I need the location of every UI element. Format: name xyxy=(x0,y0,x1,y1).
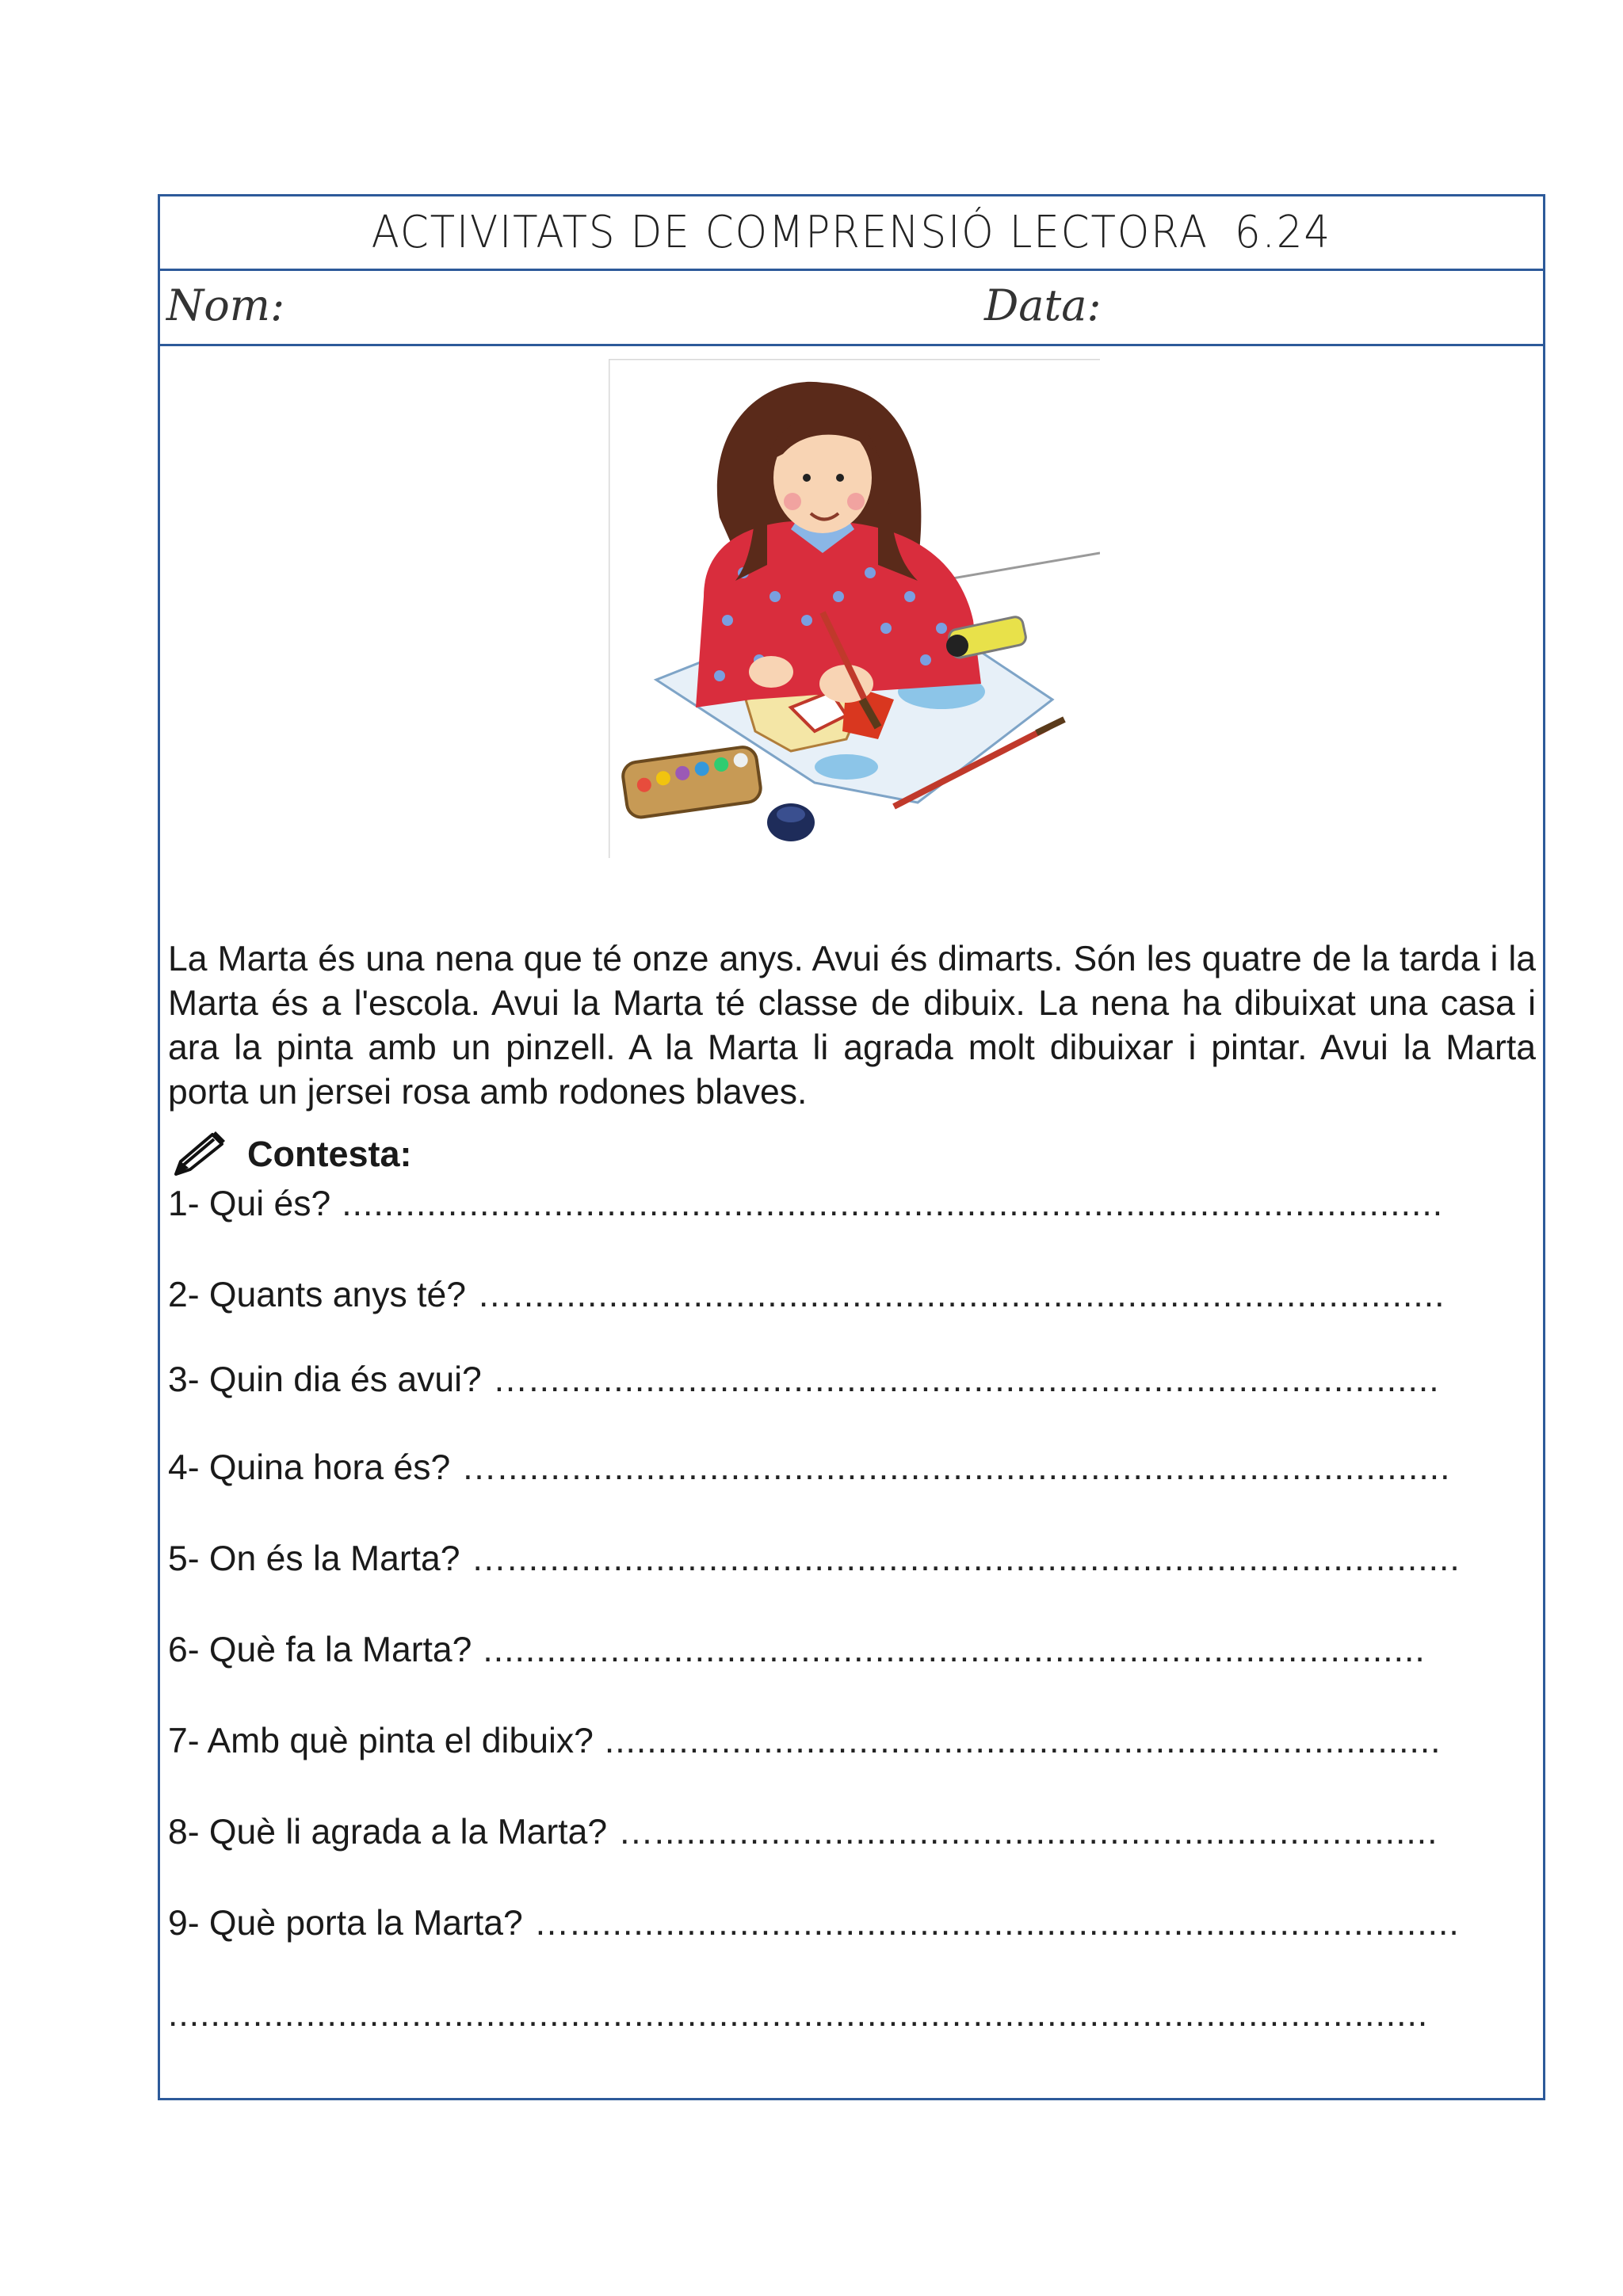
answer-dots[interactable]: ….......................................................................................... xyxy=(461,1448,1451,1487)
title-text: ACTIVITATS DE COMPRENSIÓ LECTORA xyxy=(371,207,1209,258)
worksheet-number: 6.24 xyxy=(1235,207,1332,258)
answer-dots[interactable]: ........................................................................................................ xyxy=(342,1184,1444,1223)
question-text: 9- Què porta la Marta? xyxy=(168,1904,523,1943)
question-text: 6- Què fa la Marta? xyxy=(168,1630,472,1669)
girl-painting-illustration xyxy=(609,359,1100,858)
question-row xyxy=(168,1813,1438,1852)
contesta-heading xyxy=(168,1130,412,1179)
answer-dots[interactable]: …...................................................................................... xyxy=(492,1360,1440,1399)
answer-dots[interactable]: ….................................................................................... xyxy=(533,1904,1460,1943)
question-row xyxy=(168,1276,1445,1315)
pencil-icon xyxy=(168,1130,227,1179)
name-label: Nom: xyxy=(166,280,285,330)
extra-answer-line[interactable]: ....................................................................................................................... xyxy=(168,1995,1429,2034)
question-row xyxy=(168,1360,1440,1400)
question-text: 7- Amb què pinta el dibuix? xyxy=(168,1722,594,1760)
question-text: 8- Què li agrada a la Marta? xyxy=(168,1813,608,1852)
question-row xyxy=(168,1448,1450,1488)
reading-passage: La Marta és una nena que té onze anys. Avui és dimarts. Són les quatre de la tarda i la Marta és a l'escola. Avui la Marta té classe de dibuix. La nena ha dibuixat una casa i ara la pinta amb un pinzell. A la Marta li agrada molt dibuixar i pintar. Avui la Marta porta un jersei rosa amb rodones blaves. xyxy=(168,939,1536,1112)
question-row xyxy=(168,1630,1426,1670)
question-row xyxy=(168,1722,1442,1761)
answer-dots[interactable]: ............................................................................... xyxy=(604,1722,1442,1760)
answer-dots[interactable]: …........................................................................................ xyxy=(477,1276,1445,1314)
worksheet-title xyxy=(372,207,1331,258)
question-row xyxy=(168,1539,1461,1579)
contesta-label: Contesta: xyxy=(247,1134,412,1174)
answer-dots[interactable]: ….......................................................................................... xyxy=(471,1539,1461,1578)
question-text: 1- Qui és? xyxy=(168,1184,331,1223)
question-row xyxy=(168,1904,1460,1943)
question-text: 4- Quina hora és? xyxy=(168,1448,451,1487)
worksheet-frame xyxy=(158,194,1545,2100)
answer-dots[interactable]: ….......................................................................... xyxy=(618,1813,1438,1852)
title-row xyxy=(160,196,1543,271)
question-row xyxy=(168,1184,1443,1224)
question-text: 5- On és la Marta? xyxy=(168,1539,460,1578)
question-text: 2- Quants anys té? xyxy=(168,1276,466,1314)
answer-dots[interactable]: ......................................................................................... xyxy=(483,1630,1426,1669)
name-date-row xyxy=(160,271,1543,346)
question-text: 3- Quin dia és avui? xyxy=(168,1360,482,1399)
date-label: Data: xyxy=(984,280,1102,330)
